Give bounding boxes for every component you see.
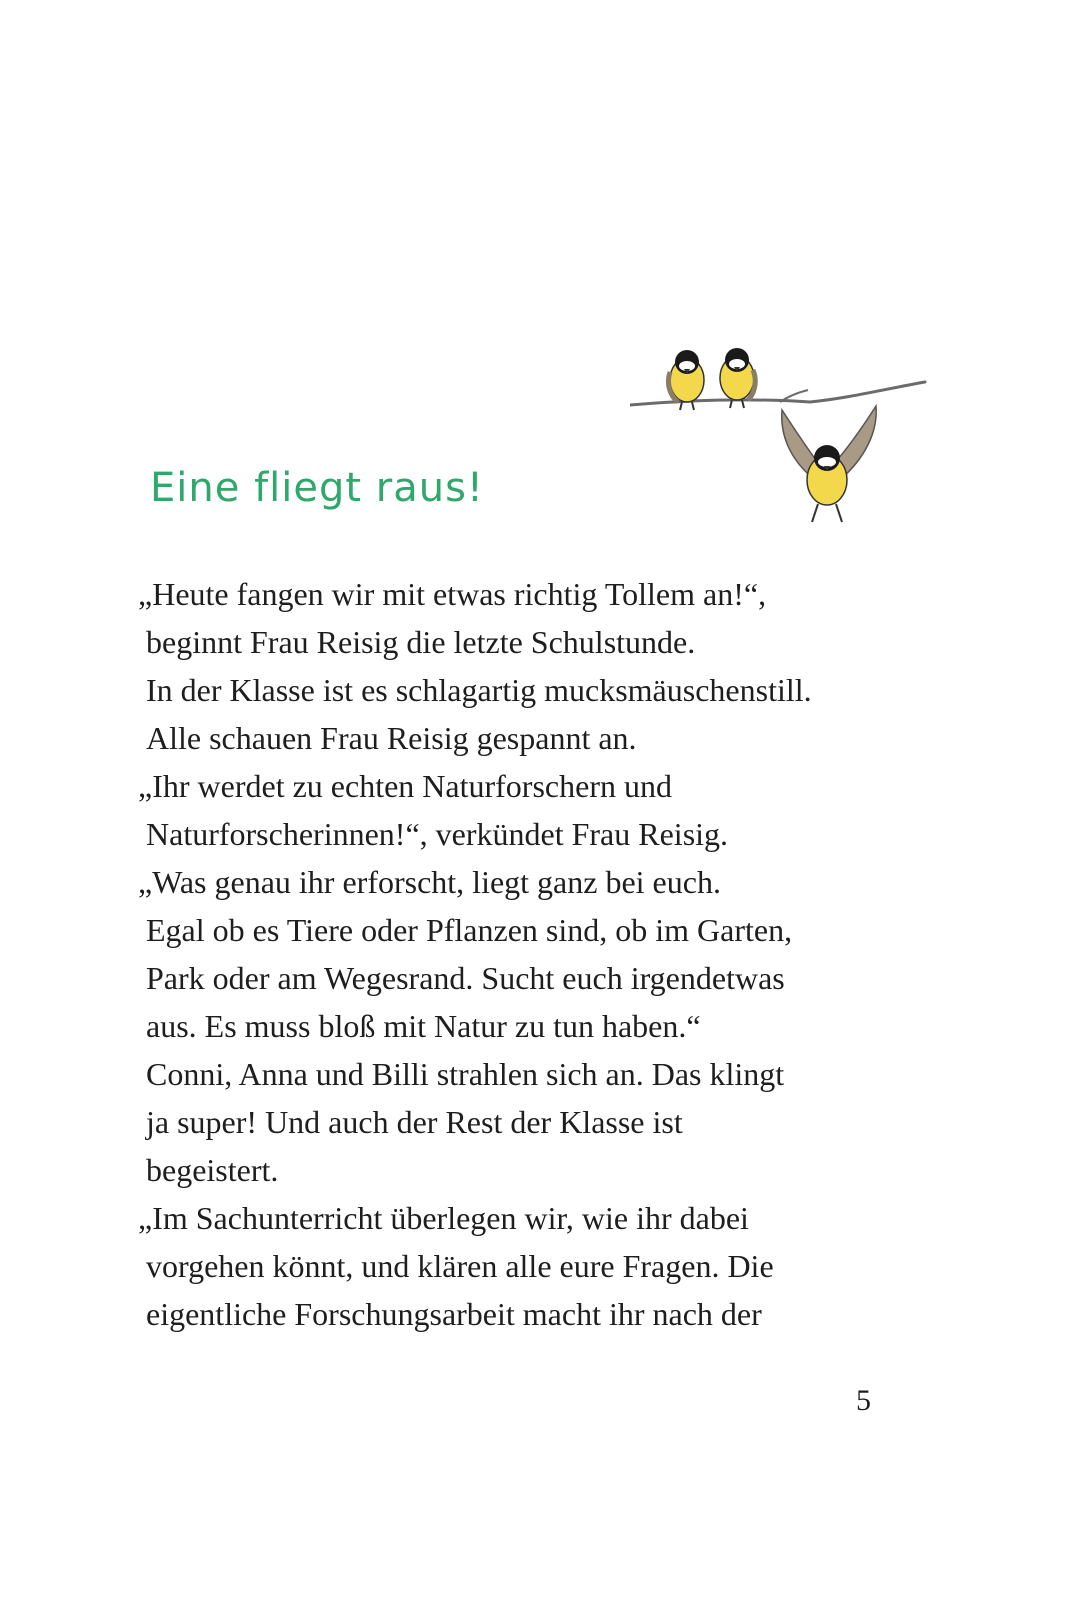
text-line: In der Klasse ist es schlagartig mucksmäuschenstill.: [146, 672, 812, 708]
text-line: Alle schauen Frau Reisig gespannt an.: [146, 720, 637, 756]
text-line: Egal ob es Tiere oder Pflanzen sind, ob im Garten,: [146, 912, 793, 948]
text-line: Park oder am Wegesrand. Sucht euch irgendetwas: [146, 960, 785, 996]
text-line: Naturforscherinnen!“, verkündet Frau Reisig.: [146, 816, 729, 852]
text-line: „Was genau ihr erforscht, liegt ganz bei euch.: [138, 864, 721, 900]
text-line: begeistert.: [146, 1152, 279, 1188]
chapter-body-text: [138, 570, 938, 1338]
chapter-title: Eine fliegt raus!: [150, 465, 484, 511]
bird-flying-icon: [782, 406, 876, 522]
text-line: ja super! Und auch der Rest der Klasse ist: [146, 1104, 683, 1140]
birds-on-branch-icon: [630, 340, 950, 540]
page-number: 5: [856, 1384, 871, 1417]
text-line: Conni, Anna und Billi strahlen sich an. Das klingt: [146, 1056, 785, 1092]
text-line: eigentliche Forschungsarbeit macht ihr nach der: [146, 1296, 762, 1332]
text-line: aus. Es muss bloß mit Natur zu tun haben.“: [146, 1008, 701, 1044]
text-line: „Heute fangen wir mit etwas richtig Tollem an!“,: [138, 576, 767, 612]
text-line: beginnt Frau Reisig die letzte Schulstunde.: [146, 624, 696, 660]
text-line: „Im Sachunterricht überlegen wir, wie ihr dabei: [138, 1200, 749, 1236]
text-line: „Ihr werdet zu echten Naturforschern und: [138, 768, 672, 804]
text-line: vorgehen könnt, und klären alle eure Fragen. Die: [146, 1248, 774, 1284]
